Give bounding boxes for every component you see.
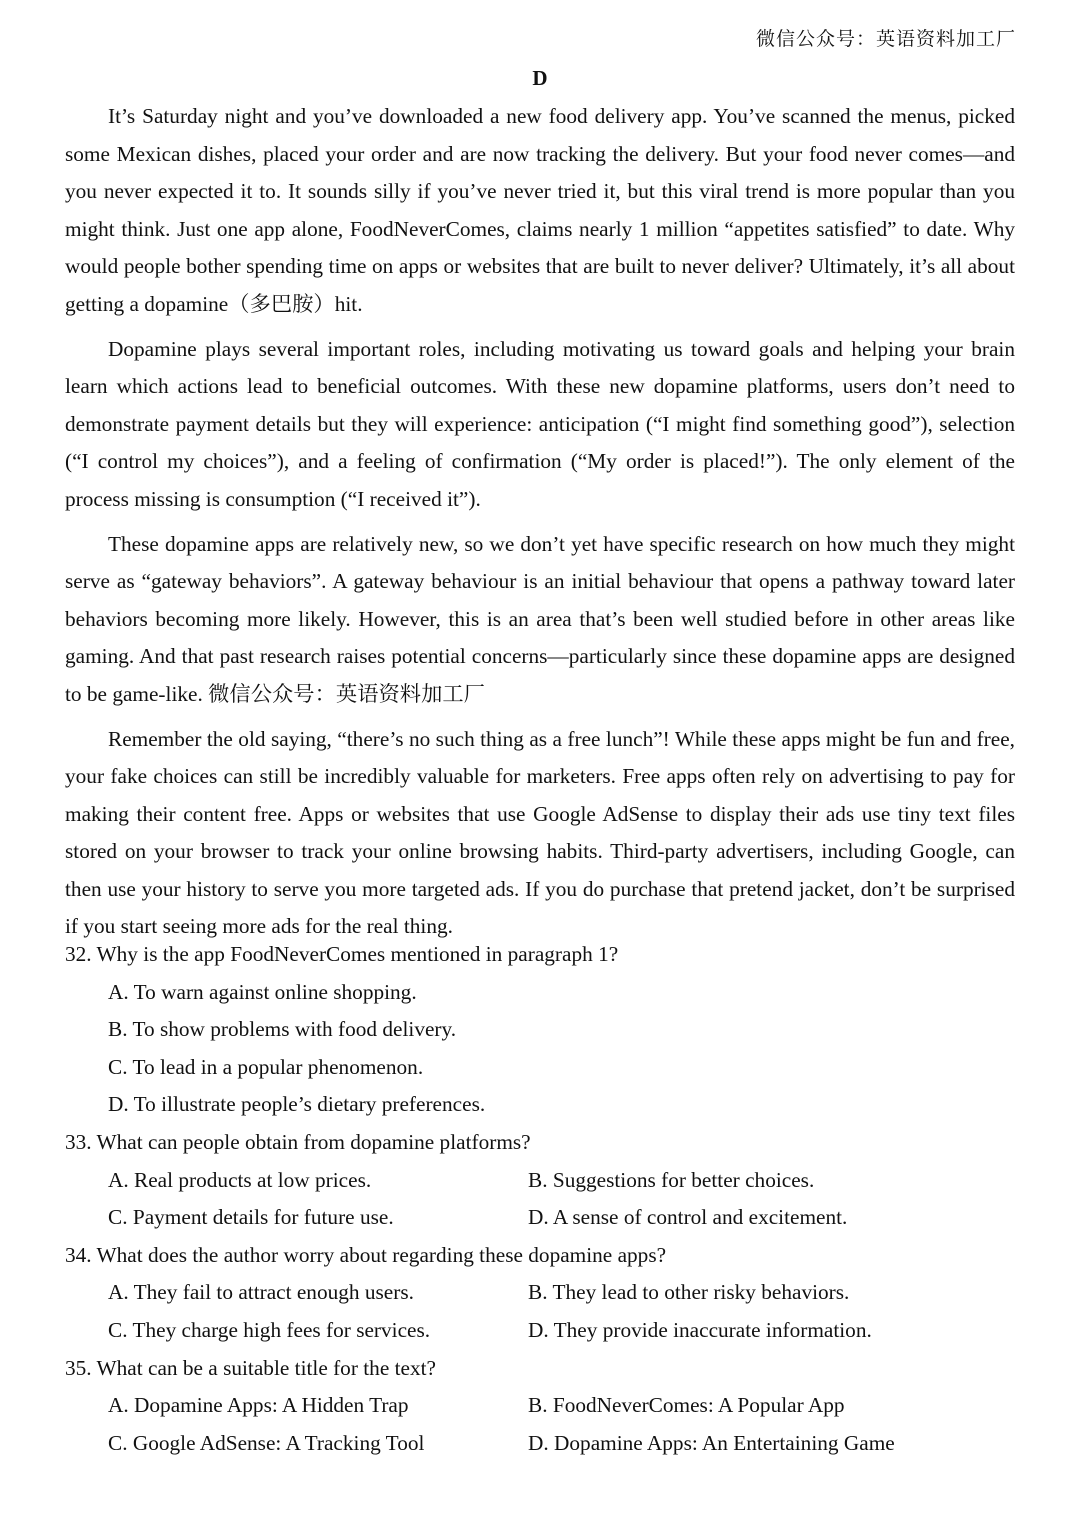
option-c: C. Google AdSense: A Tracking Tool	[108, 1430, 425, 1455]
option-d: D. Dopamine Apps: An Entertaining Game	[528, 1430, 895, 1455]
option-b: B. To show problems with food delivery.	[108, 1017, 457, 1042]
question-32	[65, 936, 1015, 1124]
passage-paragraph-2: Dopamine plays several important roles, including motivating us toward goals and helping your brain learn which actions lead to beneficial outcomes. With these new dopamine platforms, users don’t need to demonstrate payment details but they will experience: anticipation (“I might find something good”), selection (“I control my choices”), and a feeling of confirmation (“My order is placed!”). The only element of the process missing is consumption (“I received it”).	[65, 336, 1015, 511]
option-a: A. To warn against online shopping.	[108, 979, 417, 1004]
passage-paragraph-4: Remember the old saying, “there’s no such thing as a free lunch”! While these apps might be fun and free, your fake choices can still be incredibly valuable for marketers. Free apps often rely on advertising to pay for making their content free. Apps or websites that use Google AdSense to display their ads use tiny text files stored on your browser to track your online browsing habits. Third-party advertisers, including Google, can then use your history to serve you more targeted ads. If you do purchase that pretend jacket, don’t be surprised if you start seeing more ads for the real thing.	[65, 726, 1015, 939]
option-row	[65, 1162, 1015, 1200]
option-a: A. Dopamine Apps: A Hidden Trap	[108, 1393, 409, 1418]
option-d: D. To illustrate people’s dietary preferences.	[108, 1092, 486, 1117]
question-34	[65, 1237, 1015, 1350]
option-d: D. They provide inaccurate information.	[528, 1317, 872, 1342]
header-note: 微信公众号：英语资料加工厂	[755, 29, 1016, 50]
passage-paragraph-1: It’s Saturday night and you’ve downloaded a new food delivery app. You’ve scanned the menus, picked some Mexican dishes, placed your order and are now tracking the delivery. But your food never comes—and you never expected it to. It sounds silly if you’ve never tried it, but this viral trend is more popular than you might think. Just one app alone, FoodNeverComes, claims nearly 1 million “appetites satisfied” to date. Why would people bother spending time on apps or websites that are built to never deliver? Ultimately, it’s all about getting a dopamine（多巴胺）hit.	[65, 104, 1015, 316]
question-stem: 34. What does the author worry about regarding these dopamine apps?	[65, 1242, 667, 1267]
option-a: A. Real products at low prices.	[108, 1167, 372, 1192]
option-row	[65, 1312, 1015, 1350]
reading-passage	[65, 98, 1015, 946]
question-35	[65, 1350, 1015, 1463]
option-c: C. To lead in a popular phenomenon.	[108, 1054, 424, 1079]
question-list	[65, 936, 1015, 1462]
question-33	[65, 1124, 1015, 1237]
section-letter: D	[532, 66, 548, 90]
option-row	[65, 1274, 1015, 1312]
option-row	[65, 1387, 1015, 1425]
question-stem: 33. What can people obtain from dopamine platforms?	[65, 1129, 531, 1154]
question-stem: 32. Why is the app FoodNeverComes mentioned in paragraph 1?	[65, 942, 619, 966]
option-c: C. Payment details for future use.	[108, 1205, 394, 1230]
option-c: C. They charge high fees for services.	[108, 1317, 431, 1342]
option-d: D. A sense of control and excitement.	[528, 1205, 848, 1230]
passage-paragraph-3: These dopamine apps are relatively new, so we don’t yet have specific research on how much they might serve as “gateway behaviors”. A gateway behaviour is an initial behaviour that opens a pathway toward later behaviors becoming more likely. However, this is an area that’s been well studied before in other areas like gaming. And that past research raises potential concerns—particularly since these dopamine apps are designed to be game-like. 微信公众号：英语资料加工厂	[65, 531, 1015, 706]
question-stem: 35. What can be a suitable title for the text?	[65, 1355, 436, 1380]
option-row	[65, 1425, 1015, 1463]
option-b: B. FoodNeverComes: A Popular App	[528, 1393, 845, 1418]
option-row	[65, 1199, 1015, 1237]
option-a: A. They fail to attract enough users.	[108, 1280, 414, 1305]
option-b: B. They lead to other risky behaviors.	[528, 1280, 850, 1305]
option-b: B. Suggestions for better choices.	[528, 1167, 815, 1192]
